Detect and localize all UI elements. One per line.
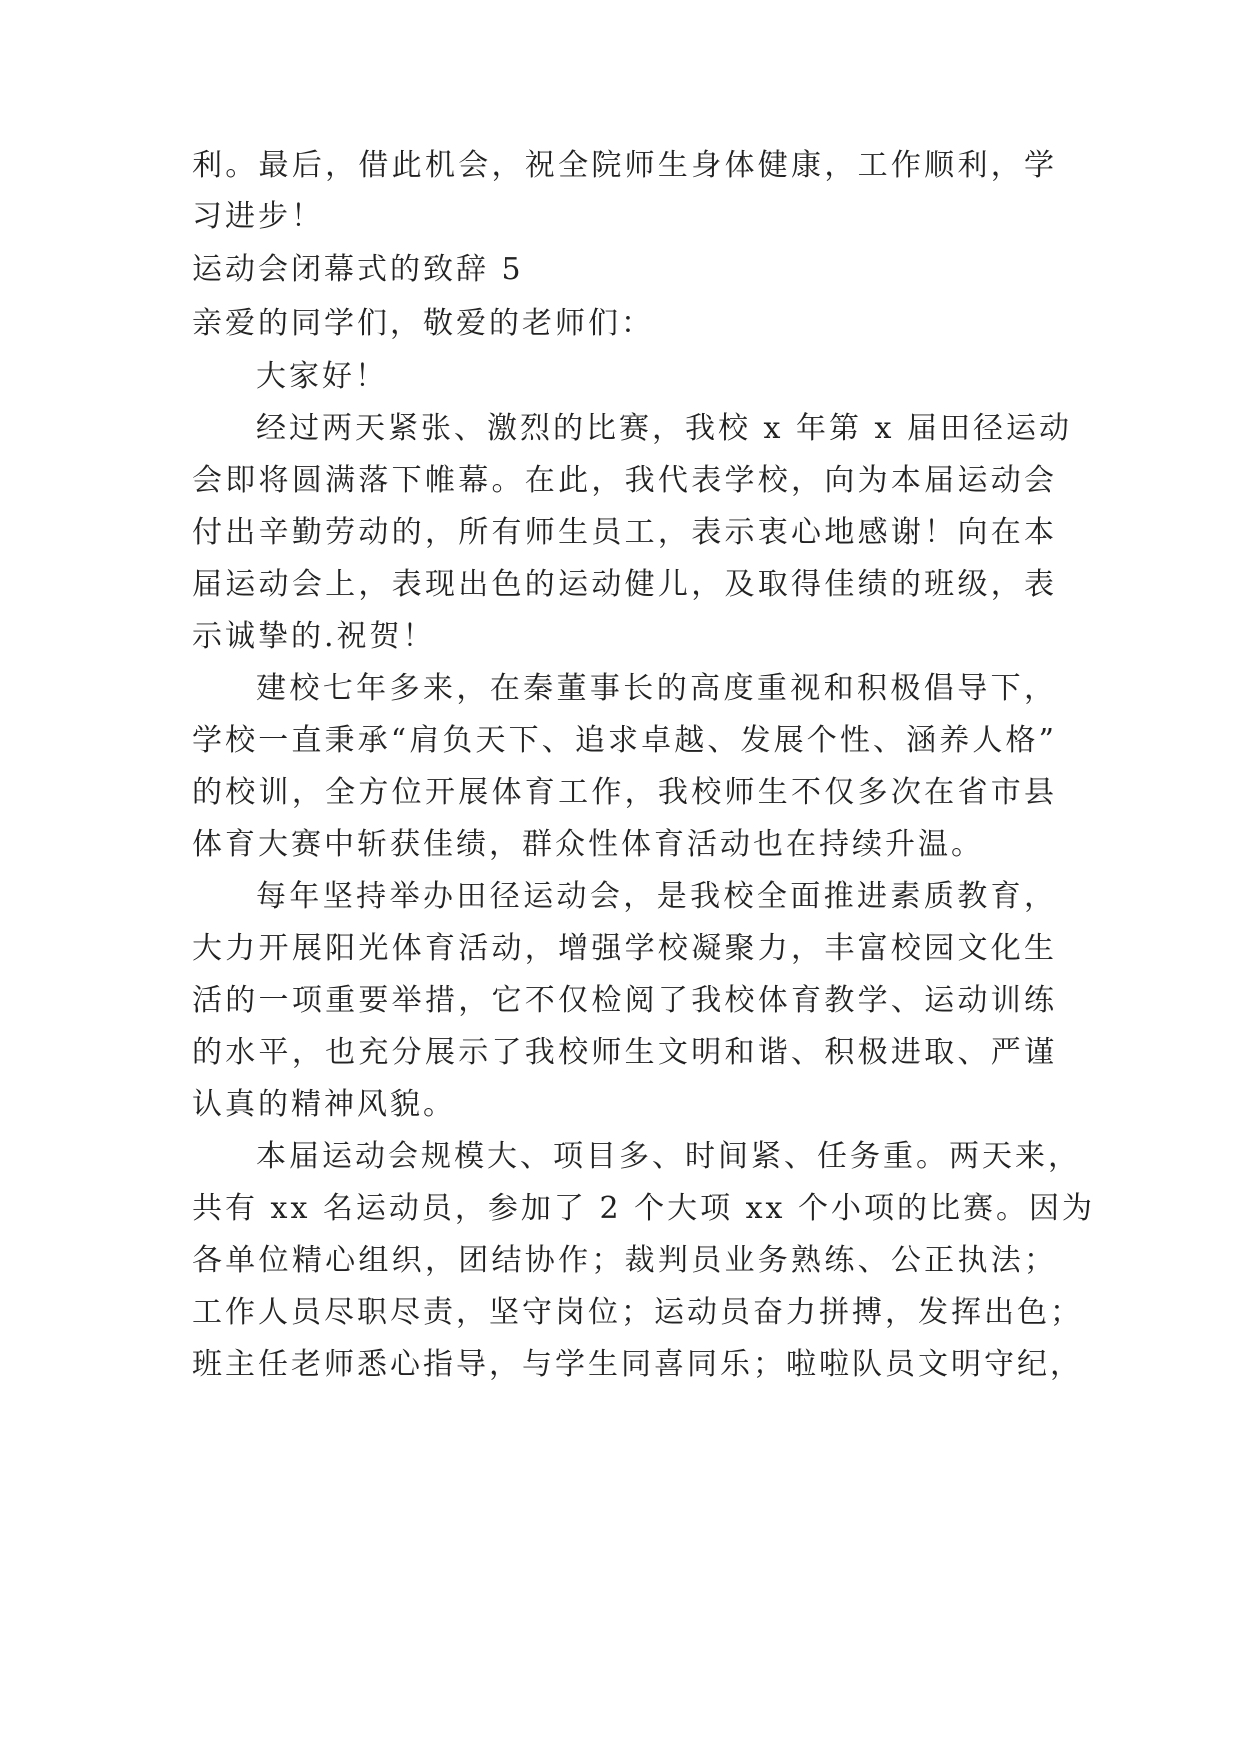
paragraph-line: 认真的精神风貌。 bbox=[192, 1087, 456, 1122]
paragraph-line: 的水平，也充分展示了我校师生文明和谐、积极进取、严谨 bbox=[192, 1035, 1057, 1070]
paragraph-line: 付出辛勤劳动的，所有师生员工，表示衷心地感谢！向在本 bbox=[192, 515, 1057, 550]
paragraph-line: 工作人员尽职尽责，坚守岗位；运动员奋力拼搏，发挥出色； bbox=[192, 1295, 1083, 1330]
paragraph-line: 各单位精心组织，团结协作；裁判员业务熟练、公正执法； bbox=[192, 1243, 1057, 1278]
text-line: 习进步！ bbox=[192, 199, 324, 234]
paragraph-line: 的校训，全方位开展体育工作，我校师生不仅多次在省市县 bbox=[192, 775, 1057, 810]
salutation: 亲爱的同学们，敬爱的老师们： bbox=[192, 306, 654, 341]
paragraph-line: 体育大赛中斩获佳绩，群众性体育活动也在持续升温。 bbox=[192, 827, 984, 862]
paragraph-line: 会即将圆满落下帷幕。在此，我代表学校，向为本届运动会 bbox=[192, 463, 1057, 498]
paragraph-line: 本届运动会规模大、项目多、时间紧、任务重。两天来， bbox=[256, 1139, 1081, 1174]
paragraph-line: 大力开展阳光体育活动，增强学校凝聚力，丰富校园文化生 bbox=[192, 931, 1057, 966]
text-line: 利。最后，借此机会，祝全院师生身体健康，工作顺利，学 bbox=[192, 148, 1057, 183]
paragraph-line: 活的一项重要举措，它不仅检阅了我校体育教学、运动训练 bbox=[192, 983, 1057, 1018]
paragraph-line: 届运动会上，表现出色的运动健儿，及取得佳绩的班级，表 bbox=[192, 567, 1057, 602]
paragraph-line: 示诚挚的.祝贺！ bbox=[192, 619, 436, 654]
paragraph-line: 班主任老师悉心指导，与学生同喜同乐；啦啦队员文明守纪， bbox=[192, 1347, 1083, 1382]
paragraph-line: 每年坚持举办田径运动会，是我校全面推进素质教育， bbox=[256, 879, 1057, 914]
greeting: 大家好！ bbox=[256, 359, 388, 394]
paragraph-line: 建校七年多来，在秦董事长的高度重视和积极倡导下， bbox=[256, 671, 1057, 706]
section-heading: 运动会闭幕式的致辞 5 bbox=[192, 252, 524, 287]
paragraph-line: 学校一直秉承“肩负天下、追求卓越、发展个性、涵养人格” bbox=[192, 723, 1057, 758]
paragraph-line: 经过两天紧张、激烈的比赛，我校 x 年第 x 届田径运动 bbox=[256, 411, 1072, 446]
paragraph-line: 共有 xx 名运动员，参加了 2 个大项 xx 个小项的比赛。因为 bbox=[192, 1191, 1095, 1226]
